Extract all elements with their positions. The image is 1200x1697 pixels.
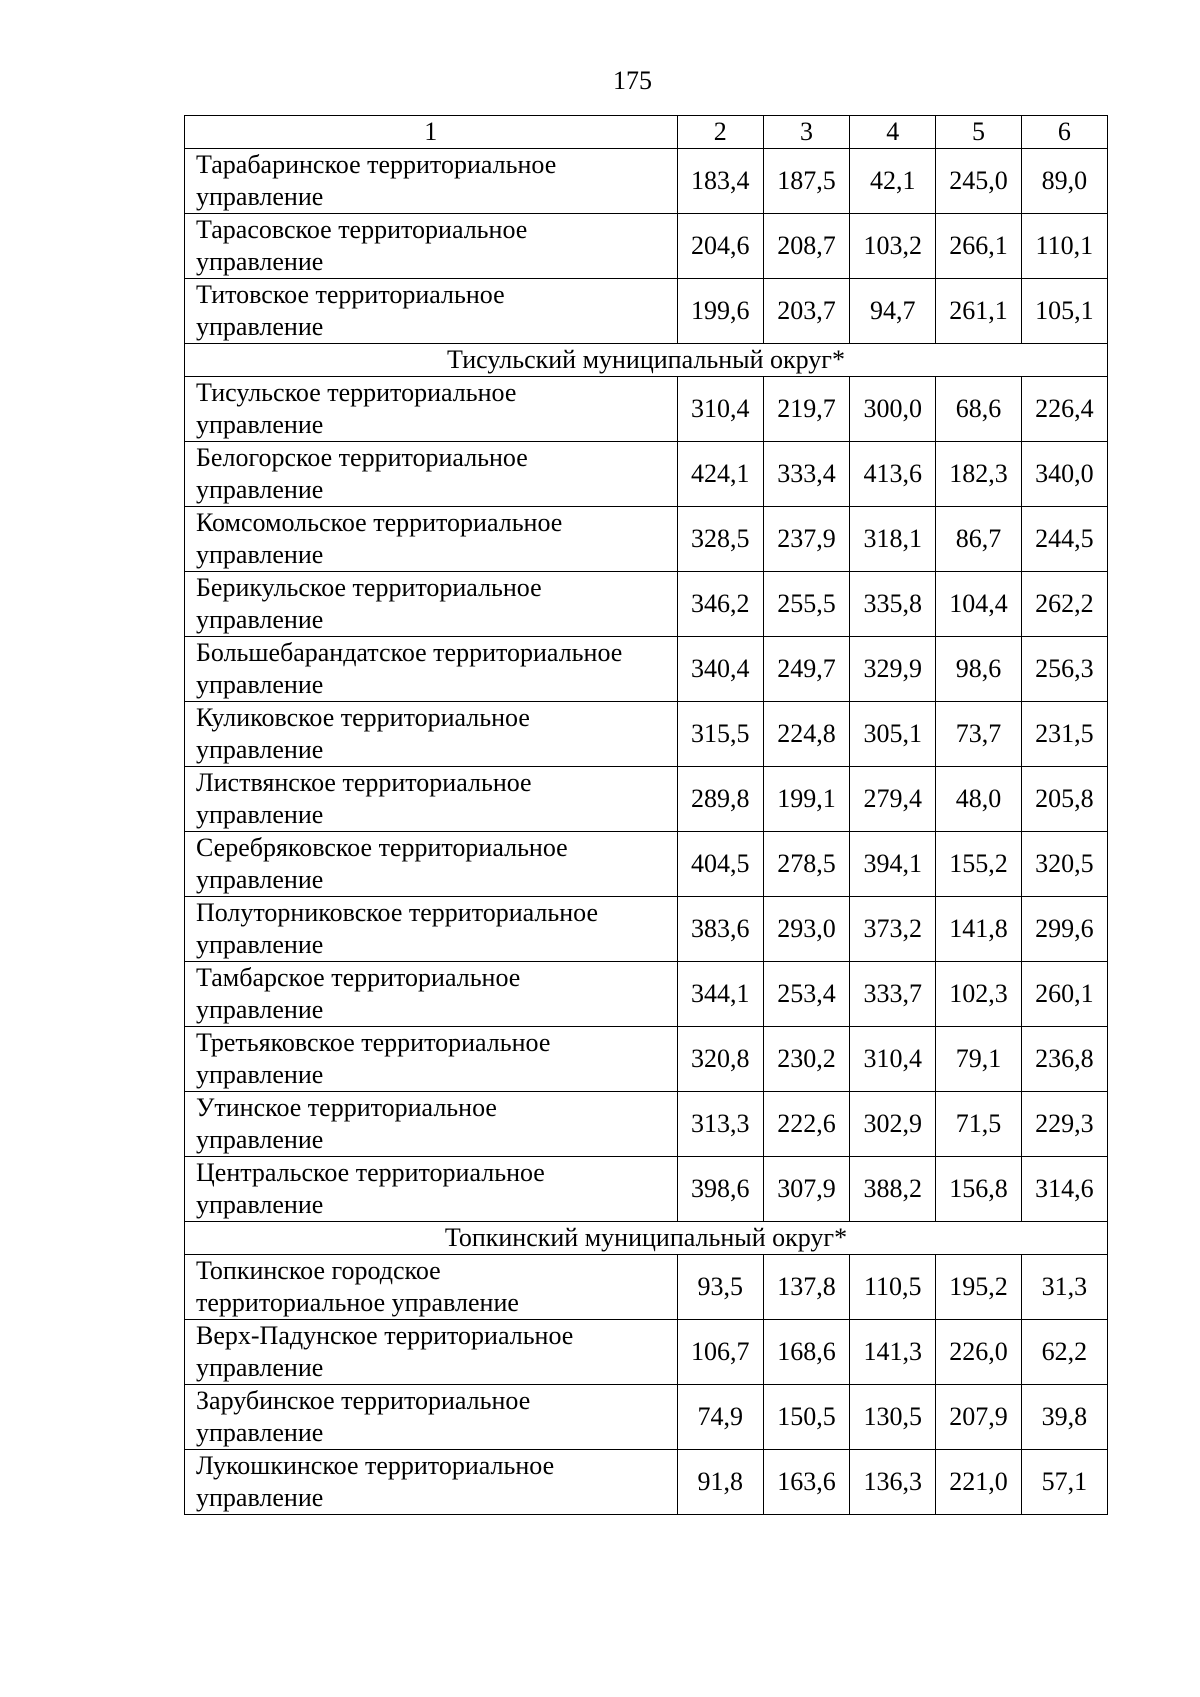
value-cell: 328,5 <box>677 507 763 572</box>
table-row <box>185 962 1108 1027</box>
territory-name: Белогорское территориальное управление <box>185 442 678 507</box>
value-cell: 68,6 <box>936 377 1021 442</box>
value-cell: 48,0 <box>936 767 1021 832</box>
table-row <box>185 572 1108 637</box>
table-row <box>185 1385 1108 1450</box>
table-row <box>185 1027 1108 1092</box>
value-cell: 110,1 <box>1021 214 1107 279</box>
value-cell: 71,5 <box>936 1092 1021 1157</box>
territory-name: Куликовское территориальное управление <box>185 702 678 767</box>
value-cell: 344,1 <box>677 962 763 1027</box>
value-cell: 156,8 <box>936 1157 1021 1222</box>
value-cell: 333,7 <box>850 962 936 1027</box>
value-cell: 62,2 <box>1021 1320 1107 1385</box>
section-title: Тисульский муниципальный округ* <box>185 344 1108 377</box>
table-row <box>185 1450 1108 1515</box>
table-row <box>185 279 1108 344</box>
value-cell: 261,1 <box>936 279 1021 344</box>
territory-name: Берикульское территориальное управление <box>185 572 678 637</box>
table-row <box>185 377 1108 442</box>
value-cell: 293,0 <box>763 897 849 962</box>
value-cell: 315,5 <box>677 702 763 767</box>
value-cell: 195,2 <box>936 1255 1021 1320</box>
value-cell: 226,4 <box>1021 377 1107 442</box>
column-header: 6 <box>1021 116 1107 149</box>
territory-name: Тарабаринское территориальное управление <box>185 149 678 214</box>
territory-name: Серебряковское территориальное управление <box>185 832 678 897</box>
value-cell: 208,7 <box>763 214 849 279</box>
territory-name: Верх-Падунское территориальное управление <box>185 1320 678 1385</box>
value-cell: 383,6 <box>677 897 763 962</box>
table-row <box>185 1092 1108 1157</box>
value-cell: 279,4 <box>850 767 936 832</box>
table-row <box>185 767 1108 832</box>
table-row <box>185 702 1108 767</box>
value-cell: 199,1 <box>763 767 849 832</box>
value-cell: 221,0 <box>936 1450 1021 1515</box>
page-number: 175 <box>613 66 652 95</box>
table-row <box>185 832 1108 897</box>
value-cell: 260,1 <box>1021 962 1107 1027</box>
territory-name: Большебарандатское территориальное управление <box>185 637 678 702</box>
value-cell: 335,8 <box>850 572 936 637</box>
value-cell: 340,0 <box>1021 442 1107 507</box>
value-cell: 98,6 <box>936 637 1021 702</box>
value-cell: 230,2 <box>763 1027 849 1092</box>
value-cell: 310,4 <box>677 377 763 442</box>
value-cell: 256,3 <box>1021 637 1107 702</box>
section-title: Топкинский муниципальный округ* <box>185 1222 1108 1255</box>
value-cell: 73,7 <box>936 702 1021 767</box>
value-cell: 320,8 <box>677 1027 763 1092</box>
territory-name: Листвянское территориальное управление <box>185 767 678 832</box>
value-cell: 310,4 <box>850 1027 936 1092</box>
value-cell: 253,4 <box>763 962 849 1027</box>
value-cell: 314,6 <box>1021 1157 1107 1222</box>
table-row <box>185 1157 1108 1222</box>
value-cell: 340,4 <box>677 637 763 702</box>
territory-name: Полуторниковское территориальное управление <box>185 897 678 962</box>
table-row <box>185 1320 1108 1385</box>
value-cell: 155,2 <box>936 832 1021 897</box>
value-cell: 305,1 <box>850 702 936 767</box>
value-cell: 103,2 <box>850 214 936 279</box>
column-header: 1 <box>185 116 678 149</box>
value-cell: 413,6 <box>850 442 936 507</box>
value-cell: 244,5 <box>1021 507 1107 572</box>
value-cell: 182,3 <box>936 442 1021 507</box>
value-cell: 104,4 <box>936 572 1021 637</box>
value-cell: 199,6 <box>677 279 763 344</box>
table-body <box>185 116 1108 1515</box>
table-row <box>185 1255 1108 1320</box>
data-table <box>184 115 1108 1515</box>
value-cell: 130,5 <box>850 1385 936 1450</box>
value-cell: 106,7 <box>677 1320 763 1385</box>
territory-name: Утинское территориальное управление <box>185 1092 678 1157</box>
table-row <box>185 897 1108 962</box>
value-cell: 141,8 <box>936 897 1021 962</box>
value-cell: 57,1 <box>1021 1450 1107 1515</box>
territory-name: Третьяковское территориальное управление <box>185 1027 678 1092</box>
value-cell: 89,0 <box>1021 149 1107 214</box>
value-cell: 79,1 <box>936 1027 1021 1092</box>
table-row <box>185 442 1108 507</box>
column-header: 4 <box>850 116 936 149</box>
value-cell: 289,8 <box>677 767 763 832</box>
value-cell: 110,5 <box>850 1255 936 1320</box>
territory-name: Тисульское территориальное управление <box>185 377 678 442</box>
value-cell: 398,6 <box>677 1157 763 1222</box>
value-cell: 86,7 <box>936 507 1021 572</box>
value-cell: 93,5 <box>677 1255 763 1320</box>
value-cell: 137,8 <box>763 1255 849 1320</box>
value-cell: 163,6 <box>763 1450 849 1515</box>
table-row <box>185 507 1108 572</box>
value-cell: 205,8 <box>1021 767 1107 832</box>
value-cell: 224,8 <box>763 702 849 767</box>
value-cell: 329,9 <box>850 637 936 702</box>
section-row <box>185 1222 1108 1255</box>
column-header: 3 <box>763 116 849 149</box>
value-cell: 39,8 <box>1021 1385 1107 1450</box>
value-cell: 266,1 <box>936 214 1021 279</box>
value-cell: 245,0 <box>936 149 1021 214</box>
value-cell: 307,9 <box>763 1157 849 1222</box>
value-cell: 237,9 <box>763 507 849 572</box>
territory-name: Титовское территориальное управление <box>185 279 678 344</box>
value-cell: 394,1 <box>850 832 936 897</box>
value-cell: 222,6 <box>763 1092 849 1157</box>
territory-name: Тамбарское территориальное управление <box>185 962 678 1027</box>
value-cell: 404,5 <box>677 832 763 897</box>
table-row <box>185 637 1108 702</box>
value-cell: 300,0 <box>850 377 936 442</box>
value-cell: 236,8 <box>1021 1027 1107 1092</box>
value-cell: 302,9 <box>850 1092 936 1157</box>
value-cell: 313,3 <box>677 1092 763 1157</box>
value-cell: 333,4 <box>763 442 849 507</box>
territory-name: Лукошкинское территориальное управление <box>185 1450 678 1515</box>
value-cell: 168,6 <box>763 1320 849 1385</box>
value-cell: 320,5 <box>1021 832 1107 897</box>
value-cell: 346,2 <box>677 572 763 637</box>
header-row <box>185 116 1108 149</box>
territory-name: Зарубинское территориальное управление <box>185 1385 678 1450</box>
value-cell: 150,5 <box>763 1385 849 1450</box>
value-cell: 94,7 <box>850 279 936 344</box>
value-cell: 183,4 <box>677 149 763 214</box>
value-cell: 231,5 <box>1021 702 1107 767</box>
value-cell: 249,7 <box>763 637 849 702</box>
table-row <box>185 214 1108 279</box>
territory-name: Центральское территориальное управление <box>185 1157 678 1222</box>
territory-name: Комсомольское территориальное управление <box>185 507 678 572</box>
value-cell: 141,3 <box>850 1320 936 1385</box>
value-cell: 229,3 <box>1021 1092 1107 1157</box>
value-cell: 226,0 <box>936 1320 1021 1385</box>
value-cell: 204,6 <box>677 214 763 279</box>
value-cell: 318,1 <box>850 507 936 572</box>
value-cell: 105,1 <box>1021 279 1107 344</box>
value-cell: 102,3 <box>936 962 1021 1027</box>
value-cell: 424,1 <box>677 442 763 507</box>
value-cell: 91,8 <box>677 1450 763 1515</box>
section-row <box>185 344 1108 377</box>
value-cell: 262,2 <box>1021 572 1107 637</box>
value-cell: 373,2 <box>850 897 936 962</box>
value-cell: 388,2 <box>850 1157 936 1222</box>
value-cell: 219,7 <box>763 377 849 442</box>
column-header: 2 <box>677 116 763 149</box>
value-cell: 187,5 <box>763 149 849 214</box>
value-cell: 74,9 <box>677 1385 763 1450</box>
value-cell: 31,3 <box>1021 1255 1107 1320</box>
value-cell: 136,3 <box>850 1450 936 1515</box>
value-cell: 299,6 <box>1021 897 1107 962</box>
territory-name: Топкинское городское территориальное управление <box>185 1255 678 1320</box>
value-cell: 203,7 <box>763 279 849 344</box>
value-cell: 278,5 <box>763 832 849 897</box>
value-cell: 207,9 <box>936 1385 1021 1450</box>
value-cell: 42,1 <box>850 149 936 214</box>
territory-name: Тарасовское территориальное управление <box>185 214 678 279</box>
table-row <box>185 149 1108 214</box>
column-header: 5 <box>936 116 1021 149</box>
value-cell: 255,5 <box>763 572 849 637</box>
